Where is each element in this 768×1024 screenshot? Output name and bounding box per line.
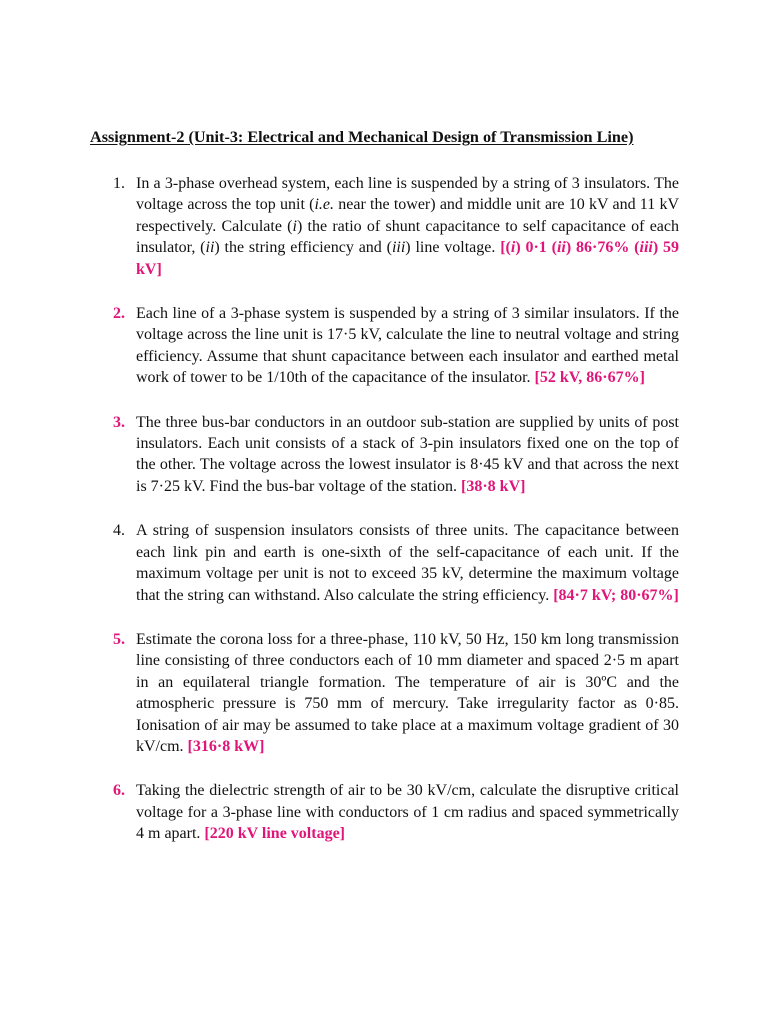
- answer-text: ) 59 kV]: [136, 239, 680, 278]
- question-text: [136, 175, 679, 278]
- answer-text: i: [510, 239, 516, 257]
- question-text-segment: i.e.: [314, 196, 335, 214]
- question-item: [113, 780, 679, 844]
- question-text: [136, 522, 679, 603]
- question-text-segment: ii: [205, 239, 215, 257]
- question-number: 2.: [113, 305, 125, 323]
- question-number: 1.: [113, 175, 125, 192]
- answer-text: [220 kV line voltage]: [204, 825, 346, 843]
- question-text-segment: In a 3-phase overhead system, each line is suspended by a string of 3 insulators. The voltage across the top unit (: [136, 175, 679, 214]
- question-number: 5.: [113, 630, 125, 648]
- question-text-segment: near the tower) and middle unit are 10 kV and 11 kV respectively. Calculate (: [136, 196, 680, 235]
- question-number: 6.: [113, 782, 125, 800]
- question-text: [136, 414, 679, 495]
- question-item: [113, 629, 679, 757]
- question-text-segment: iii: [391, 239, 406, 257]
- answer-text: [(: [500, 239, 511, 257]
- question-text: [136, 782, 679, 842]
- answer-text: iii: [639, 239, 653, 257]
- question-item: [113, 412, 679, 498]
- question-list: [113, 173, 679, 868]
- answer-text: [316·8 kW]: [187, 737, 265, 755]
- question-text-segment: Taking the dielectric strength of air to be 30 kV/cm, calculate the disruptive critical voltage for a 3-phase line with conductors of 1 cm radius and spaced symmetrically 4 m apart.: [136, 782, 679, 843]
- question-item: [113, 173, 679, 280]
- answer-text: ii: [556, 239, 566, 257]
- question-text-segment: ) the ratio of shunt capacitance to self capacitance of each insulator, (: [136, 217, 680, 257]
- assignment-title: Assignment-2 (Unit-3: Electrical and Mechanical Design of Transmission Line): [90, 128, 634, 146]
- answer-text: [38·8 kV]: [461, 477, 526, 495]
- question-item: [113, 303, 679, 389]
- answer-text: [84·7 kV; 80·67%]: [553, 586, 679, 604]
- question-text-segment: i: [292, 217, 297, 235]
- question-number: 3.: [113, 413, 125, 431]
- question-number: 4.: [113, 522, 125, 540]
- question-text-segment: A string of suspension insulators consists of three units. The capacitance between each link pin and earth is one-sixth of the self-capacitance of each unit. If the maximum voltage per unit is not to exceed 35 kV, determine the maximum voltage that the string can withstand. Also calculate the string efficiency.: [136, 522, 679, 604]
- question-text-segment: Each line of a 3-phase system is suspended by a string of 3 similar insulators. If the voltage across the line unit is 17·5 kV, calculate the line to neutral voltage and string efficiency. Assume that shunt capacitance between each insulator and earthed metal work of tower to be 1/10th of the capacitance of the insulator.: [136, 305, 679, 387]
- answer-text: [52 kV, 86·67%]: [534, 369, 645, 387]
- answer-text: ) 0·1 (: [515, 239, 557, 257]
- question-text: [136, 305, 679, 386]
- question-item: [113, 520, 679, 606]
- question-text-segment: Estimate the corona loss for a three-phase, 110 kV, 50 Hz, 150 km long transmission line consisting of three conductors each of 10 mm diameter and spaced 2·5 m apart in an equilateral triangle formation. The temperature of air is 30ºC and the atmospheric pressure is 750 mm of mercury. Take irregularity factor as 0·85. Ionisation of air may be assumed to take place at a maximum voltage gradient of 30 kV/cm.: [136, 630, 679, 755]
- question-text: [136, 631, 679, 755]
- answer-text: ) 86·76% (: [565, 239, 640, 257]
- question-text-segment: The three bus-bar conductors in an outdoor sub-station are supplied by units of post insulators. Each unit consists of a stack of 3-pin insulators fixed one on the top of the other. The voltage across the lowest insulator is 8·45 kV and that across the next is 7·25 kV. Find the bus-bar voltage of the station.: [136, 413, 679, 495]
- question-text-segment: ) line voltage.: [405, 239, 501, 257]
- question-text-segment: ) the string efficiency and (: [214, 239, 392, 257]
